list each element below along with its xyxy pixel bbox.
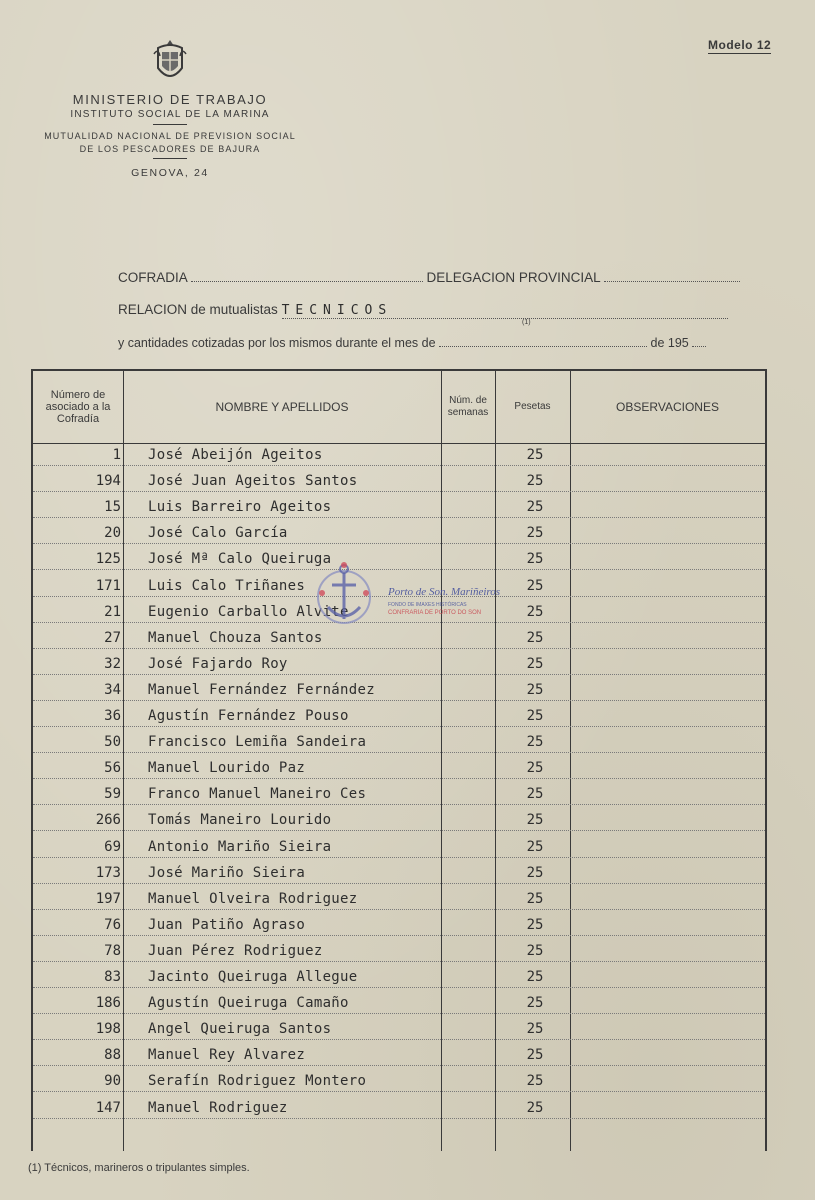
table-row: [33, 1065, 765, 1092]
member-name: José Calo García: [148, 525, 288, 542]
member-number: 125: [95, 551, 121, 568]
header-nombre: NOMBRE Y APELLIDOS: [215, 400, 349, 414]
member-name: Luis Calo Triñanes: [148, 577, 306, 594]
member-pesetas: 25: [526, 603, 544, 620]
member-name: Manuel Chouza Santos: [148, 629, 323, 646]
member-number: 34: [104, 681, 121, 698]
footnote-reference: (1): [522, 319, 531, 326]
member-pesetas: 25: [526, 786, 544, 803]
member-number: 1: [112, 447, 121, 463]
header-semanas: Núm. de semanas: [447, 395, 489, 418]
member-pesetas: 25: [526, 864, 544, 881]
table-row: [33, 465, 765, 492]
table-row: [33, 961, 765, 988]
delegacion-label: DELEGACION PROVINCIAL: [426, 270, 601, 285]
member-pesetas: 25: [526, 681, 544, 698]
member-name: José Fajardo Roy: [148, 655, 288, 672]
relacion-line: [118, 302, 728, 319]
member-name: José Mª Calo Queiruga: [148, 551, 332, 568]
cofradia-label: COFRADIA: [118, 270, 188, 285]
member-number: 32: [104, 655, 121, 672]
member-name: Manuel Olveira Rodriguez: [148, 890, 358, 907]
member-number: 266: [95, 812, 121, 829]
member-name: Franco Manuel Maneiro Ces: [148, 786, 367, 803]
member-pesetas: 25: [526, 942, 544, 959]
member-number: 21: [104, 603, 121, 620]
table-row: [33, 857, 765, 884]
member-pesetas: 25: [526, 1047, 544, 1064]
divider: [153, 124, 187, 125]
member-number: 90: [104, 1073, 121, 1090]
member-name: Juan Patiño Agraso: [148, 916, 306, 933]
divider: [153, 158, 187, 159]
cantidades-label: y cantidades cotizadas por los mismos durante el mes de: [118, 336, 436, 350]
table-row: [33, 752, 765, 779]
stamp-title: Porto de Son. Mariñeiros: [388, 586, 501, 598]
member-number: 56: [104, 760, 121, 777]
member-pesetas: 25: [526, 708, 544, 724]
member-pesetas: 25: [526, 655, 544, 672]
member-number: 186: [95, 995, 121, 1012]
header-observaciones: OBSERVACIONES: [616, 400, 719, 414]
member-name: Eugenio Carballo Alvite: [148, 603, 349, 620]
member-number: 59: [104, 786, 121, 803]
member-number: 36: [104, 708, 121, 724]
member-number: 27: [104, 629, 121, 646]
member-name: Jacinto Queiruga Allegue: [148, 969, 358, 985]
table-row: [33, 987, 765, 1014]
header-pesetas: Pesetas: [514, 401, 551, 412]
coat-of-arms-icon: [152, 38, 188, 86]
member-name: Angel Queiruga Santos: [148, 1021, 332, 1038]
table-row: [33, 491, 765, 518]
member-pesetas: 25: [526, 916, 544, 933]
table-row: [33, 883, 765, 910]
member-name: Manuel Fernández Fernández: [148, 681, 375, 698]
member-pesetas: 25: [526, 447, 544, 463]
table-row: [33, 778, 765, 805]
year-label: de 195: [650, 336, 689, 350]
member-number: 173: [95, 864, 121, 881]
relacion-label: RELACION de mutualistas: [118, 302, 278, 317]
table-row: [33, 517, 765, 544]
stamp-line2: CONFRARÍA DE PORTO DO SON: [388, 610, 482, 616]
member-pesetas: 25: [526, 812, 544, 829]
form-model-number: Modelo 12: [708, 38, 772, 52]
table-row: [33, 831, 765, 858]
stamp-line1: FONDO DE IMAXES HISTÓRICAS: [388, 602, 467, 608]
member-pesetas: 25: [526, 629, 544, 646]
header-numero: Número de asociado a la Cofradía: [45, 389, 111, 425]
ministry-name: MINISTERIO DE TRABAJO: [72, 92, 268, 107]
member-name: Manuel Rey Alvarez: [148, 1047, 306, 1064]
member-name: Agustín Queiruga Camaño: [148, 995, 349, 1012]
relacion-value: TECNICOS: [281, 303, 393, 318]
member-pesetas: 25: [526, 995, 544, 1012]
table-row: [33, 439, 765, 466]
footnote: (1) Técnicos, marineros o tripulantes simples.: [28, 1162, 250, 1174]
relacion-field[interactable]: [282, 302, 728, 319]
member-pesetas: 25: [526, 760, 544, 777]
mutual-name-line2: DE LOS PESCADORES DE BAJURA: [79, 144, 261, 154]
table-row: [33, 804, 765, 831]
table-row: [33, 935, 765, 962]
member-name: Manuel Lourido Paz: [148, 760, 306, 777]
member-pesetas: 25: [526, 499, 544, 516]
table-row: [33, 674, 765, 701]
members-table: [31, 369, 767, 1151]
table-row: [33, 700, 765, 727]
member-pesetas: 25: [526, 890, 544, 907]
cofradia-field[interactable]: [191, 281, 423, 282]
member-number: 198: [95, 1021, 121, 1038]
table-row: [33, 648, 765, 675]
member-name: Tomás Maneiro Lourido: [148, 812, 332, 829]
member-number: 194: [95, 473, 121, 490]
member-number: 197: [95, 890, 121, 907]
member-number: 15: [104, 499, 121, 516]
member-name: Serafín Rodriguez Montero: [148, 1073, 367, 1090]
member-name: Juan Pérez Rodriguez: [148, 942, 323, 959]
cofradia-line: [118, 270, 740, 285]
member-number: 78: [104, 942, 121, 959]
member-pesetas: 25: [526, 473, 544, 490]
member-number: 76: [104, 916, 121, 933]
member-name: José Abeijón Ageitos: [148, 447, 323, 463]
member-name: Antonio Mariño Sieira: [148, 838, 332, 855]
archive-watermark-stamp: [312, 555, 512, 645]
member-name: Francisco Lemiña Sandeira: [148, 734, 367, 751]
member-pesetas: 25: [526, 577, 544, 594]
member-pesetas: 25: [526, 838, 544, 855]
member-pesetas: 25: [526, 1073, 544, 1090]
anchor-icon: [328, 573, 360, 619]
cantidades-line: [118, 336, 706, 350]
year-field[interactable]: [692, 346, 706, 347]
member-name: José Mariño Sieira: [148, 864, 306, 881]
member-name: Agustín Fernández Pouso: [148, 708, 349, 724]
member-pesetas: 25: [526, 969, 544, 985]
mutual-name-line1: MUTUALIDAD NACIONAL DE PREVISION SOCIAL: [44, 131, 296, 141]
table-row: [33, 1013, 765, 1040]
table-row: [33, 1092, 765, 1119]
member-number: 88: [104, 1047, 121, 1064]
letterhead: [20, 38, 320, 179]
table-row: [33, 909, 765, 936]
member-number: 147: [95, 1099, 121, 1116]
member-number: 83: [104, 969, 121, 985]
member-pesetas: 25: [526, 734, 544, 751]
member-number: 20: [104, 525, 121, 542]
table-row: [33, 726, 765, 753]
member-pesetas: 25: [526, 1021, 544, 1038]
institute-name: INSTITUTO SOCIAL DE LA MARINA: [70, 109, 270, 120]
month-field[interactable]: [439, 346, 647, 347]
member-name: Luis Barreiro Ageitos: [148, 499, 332, 516]
member-pesetas: 25: [526, 551, 544, 568]
delegacion-field[interactable]: [604, 281, 740, 282]
member-pesetas: 25: [526, 1099, 544, 1116]
table-row: [33, 1039, 765, 1066]
member-name: José Juan Ageitos Santos: [148, 473, 358, 490]
address: GENOVA, 24: [131, 167, 209, 179]
member-number: 50: [104, 734, 121, 751]
member-pesetas: 25: [526, 525, 544, 542]
member-number: 171: [95, 577, 121, 594]
member-number: 69: [104, 838, 121, 855]
member-name: Manuel Rodriguez: [148, 1099, 288, 1116]
